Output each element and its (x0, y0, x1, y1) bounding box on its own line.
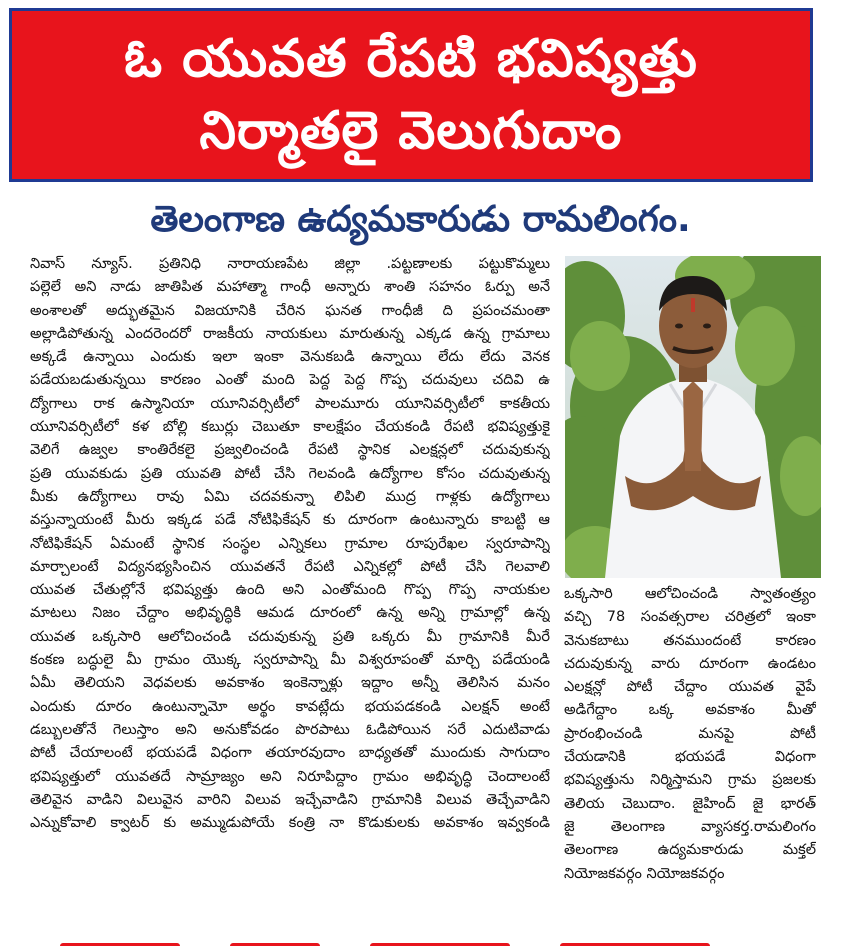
text-line: పడేయబడుతున్నయి కారణం ఎంతో మంది పెద్ద పెద్ద గొప్ప చదువులు చదివి ఉ (30, 372, 550, 389)
text-line: వచ్చి 78 సంవత్సరాల చరిత్రలో ఇంకా (564, 609, 816, 626)
text-line: పోటీ చేయాలంటే భయపడే విధంగా తయారవుదాం బాధ్యతతో ముందుకు సాగుదాం (30, 745, 550, 762)
text-line: ఒక్కసారి ఆలోచించండి స్వాతంత్ర్యం (564, 586, 816, 602)
text-line: యువత ఒక్కసారి ఆలోచించండి చదువుకున్న ప్రతి ఒక్కరు మీ గ్రామానికి మీరే (30, 628, 550, 645)
text-line: ఎలక్షన్లో పోటీ చేద్దాం యువత వైపే (564, 679, 816, 696)
text-line: ప్రతి యువకుడు ప్రతి యువతి పోటీ చేసి గెలవండి ఉద్యోగాల కోసం చదువుతున్న (30, 465, 550, 482)
headline-line-2: నిర్మాతలై వెలుగుదాం (199, 101, 623, 161)
text-line: నోటిఫికేషన్ ఏమంటే స్థానిక సంస్థల ఎన్నికలు గ్రామాల రూపురేఖల స్వరూపాన్ని (30, 535, 550, 552)
text-line: భవిష్యత్తును నిర్మిస్తామని గ్రామ ప్రజలకు (564, 772, 816, 789)
text-line: యువత చేతుల్లోనే భవిష్యత్తు ఉంది అని ఎంతోమంది గొప్ప గొప్ప నాయకుల (30, 582, 550, 599)
text-line: వెనుకబాటు తనముందంటే కారణం (564, 632, 816, 649)
text-line: ప్రారంభించండి మనపై పోటీ (564, 725, 816, 742)
text-line: నియోజకవర్గం నియోజకవర్గం (564, 865, 725, 882)
text-line: వెలిగే ఉజ్వల కాంతిరేకలై ప్రజ్వలించండి రేపటి స్థానిక ఎలక్షన్లలో చదువుకున్న (30, 442, 550, 459)
text-line: అక్కడే ఉన్నాయి ఎందుకు ఇలా ఇంకా వెనుకబడి ఉన్నాయి లేదు లేదు వెనక (30, 349, 550, 366)
text-line: మాటలు నిజం చేద్దాం అభివృద్ధికి ఆమడ దూరంలో ఉన్న అన్ని గ్రామాల్లో ఉన్న (30, 605, 550, 622)
headline-banner (9, 8, 813, 182)
text-line: డబ్బులతోనే గెలుస్తాం అని అనుకోవడం పొరపాటు ఓడిపోయిన సరే ఎదుటివాడు (30, 721, 550, 738)
author-photo (565, 256, 821, 578)
text-line: తెలివైన వాడిని విలువైన వారిని విలువ ఇచ్చేవాడిని గ్రామానికి విలువ తెచ్చేవాడిని (30, 791, 550, 808)
text-line: ఎన్నుకోవాలి క్వాటర్ కు అమ్ముడుపోయే కంత్రి నా కొడుకులకు అవకాశం ఇవ్వకండి (30, 815, 550, 832)
headline-line-1: ఓ యువత రేపటి భవిష్యత్తు (124, 29, 698, 89)
text-line: భవిష్యత్తులో యువతదే సామ్రాజ్యం అని నిరూపిద్దాం గ్రామం అభివృద్ధి చెందాలంటే (30, 768, 550, 785)
article-side-column (564, 583, 816, 886)
text-line: తెలియ చెబుదాం. జైహింద్ జై భారత్ (564, 795, 816, 812)
text-line: కంకణ బద్ధులై మీ గ్రామం యొక్క స్వరూపాన్ని మీ విశ్వరూపంతో మార్చి పడేయండి (30, 652, 550, 669)
text-line: ద్యోగాలు రాక ఉస్మానియా యూనివర్సిటీలో పాలమూరు యూనివర్సిటీలో కాకతీయ (30, 395, 550, 412)
text-line: ఏమీ తెలియని వెధవలకు అవకాశం ఇంకెన్నాళ్లు ఇద్దాం అన్నీ తెలిసిన మనం (30, 675, 550, 692)
text-line: యూనివర్సిటీలో కళ బోల్లి కబుర్లు చెబుతూ కాలక్షేపం చేయకండి రేపటి భవిష్యత్తుకై (30, 419, 550, 436)
text-line: ఎందుకు దూరం ఉంటున్నామో అర్థం కావట్లేదు భయపడకండి ఎలక్షన్ అంటే (30, 698, 550, 715)
text-line: అంశాలతో అద్భుతమైన విజయానికి చేరిన ఘనత గాంధీజీ ది ప్రపంచమంతా (30, 302, 550, 319)
text-line: మార్చాలంటే విద్యనభ్యసించిన యువతనే రేపటి ఎన్నికల్లో పోటీ చేసి గెలవాలి (30, 558, 550, 575)
next-headline-fragment (40, 934, 800, 946)
text-line: తెలంగాణ ఉద్యమకారుడు మక్తల్ (564, 842, 816, 859)
text-line: అల్లాడిపోతున్న ఎందరెందరో రాజకీయ నాయకులు మారుతున్న ఎక్కడ ఉన్న గ్రామాలు (30, 325, 550, 342)
article-main-column (30, 253, 550, 835)
text-line: చదువుకున్న వారు దూరంగా ఉండటం (564, 655, 816, 672)
text-line: మీకు ఉద్యోగాలు రావు ఏమి చదవకున్నా లిపిలి ముద్ర గాళ్లకు ఉద్యోగాలు (30, 488, 550, 505)
text-line: వస్తున్నాయంటే మీరు ఇక్కడ పడే నోటిఫికేషన్ కు దూరంగా ఉంటున్నారు కాబట్టి ఆ (30, 512, 550, 529)
text-line: జై తెలంగాణ వ్యాసకర్త.రామలింగం (564, 818, 816, 835)
text-line: అడిగేద్దాం ఒక్క అవకాశం మీతో (564, 702, 816, 719)
text-line: చేయడానికి భయపడే విధంగా (564, 749, 816, 766)
subheading: తెలంగాణ ఉద్యమకారుడు రామలింగం. (150, 199, 691, 240)
text-line: పల్లెలే అని నాడు జాతిపిత మహాత్మా గాంధీ అన్నారు శాంతి సహనం ఓర్పు అనే (30, 279, 550, 296)
text-line: నివాస్ న్యూస్. ప్రతినిధి నారాయణపేట జిల్లా .పట్టణాలకు పట్టుకొమ్మలు (30, 256, 550, 272)
